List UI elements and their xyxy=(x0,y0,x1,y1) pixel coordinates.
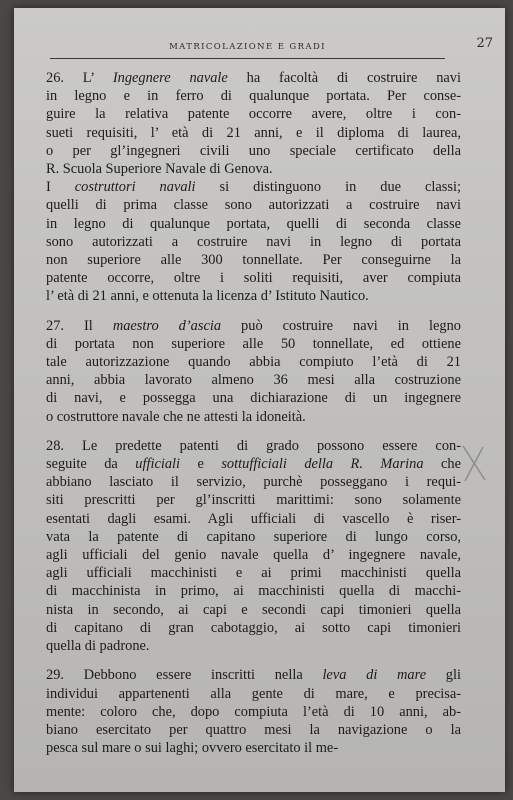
paragraph xyxy=(46,666,461,757)
text-segment: ha facoltà di costruire navi xyxy=(227,70,461,86)
text-line xyxy=(46,739,461,757)
text-line xyxy=(46,196,461,214)
text-line xyxy=(46,703,461,721)
text-segment: 29. Debbono essere inscritti nella xyxy=(46,667,323,684)
text-segment: nista in secondo, ai capi e secondi capi timonieri quella xyxy=(46,601,461,618)
paragraph-gap xyxy=(46,655,461,666)
text-segment: quelli di prima classe sono autorizzati a costruire navi xyxy=(46,197,461,214)
text-line xyxy=(46,408,461,426)
text-line xyxy=(46,455,461,473)
text-line xyxy=(46,389,461,407)
text-segment: sono autorizzati a costruire navi in legno di portata xyxy=(46,233,461,250)
text-segment: 28. Le predette patenti di grado possono essere con- xyxy=(46,437,461,454)
text-segment: pesca sul mare o sui laghi; ovvero esercitato il me- xyxy=(46,740,339,757)
text-line xyxy=(46,105,461,123)
text-line xyxy=(46,124,461,142)
text-line xyxy=(46,317,461,335)
text-segment: di capitano di gran cabotaggio, ai sotto capi timonieri xyxy=(46,619,461,636)
text-segment: di navi, e possegga una dichiarazione di un ingegnere xyxy=(46,390,461,407)
italic-term: leva di mare xyxy=(322,667,427,684)
text-segment: siti prescritti per gl’inscritti marittimi: sono solamente xyxy=(46,492,461,509)
text-line xyxy=(46,437,461,455)
paragraph xyxy=(46,178,461,305)
text-segment: in legno e in ferro di qualunque portata. Per conse- xyxy=(46,88,461,105)
italic-term: maestro d’ascia xyxy=(112,317,222,334)
paragraph-gap xyxy=(46,426,461,437)
pencil-mark-icon xyxy=(459,444,489,484)
text-line xyxy=(46,721,461,739)
text-line xyxy=(46,666,461,684)
text-line xyxy=(46,287,461,305)
italic-term: ufficiali xyxy=(135,456,181,473)
text-line xyxy=(46,233,461,251)
text-segment: tale autorizzazione quando abbia compiuto l’età di 21 xyxy=(46,354,461,371)
text-segment: mente: coloro che, dopo compiuta l’età di 10 anni, ab- xyxy=(46,703,461,720)
text-segment: l’ età di 21 anni, e ottenuta la licenza d’ Istituto Nautico. xyxy=(46,288,369,305)
text-line xyxy=(46,269,461,287)
text-segment: seguite da xyxy=(46,456,136,473)
book-page xyxy=(14,8,505,792)
text-line xyxy=(46,160,461,178)
text-segment: 27. Il xyxy=(46,317,113,334)
italic-term: costruttori navali xyxy=(74,179,196,196)
text-segment: e xyxy=(180,456,222,473)
text-line xyxy=(46,335,461,353)
text-segment: abbiano lasciato il servizio, purchè posseggano i requi- xyxy=(46,474,461,491)
text-segment: I xyxy=(46,179,75,196)
text-segment: quella di padrone. xyxy=(46,638,150,655)
text-segment: biano esercitato per quattro mesi la navigazione o la xyxy=(46,721,461,738)
text-segment: individui appartenenti alla gente di mare, e precisa- xyxy=(46,685,461,702)
text-segment: non superiore alle 300 tonnellate. Per conseguirne la xyxy=(46,252,461,269)
text-line xyxy=(46,178,461,196)
italic-term: Ingegnere navale xyxy=(112,70,228,86)
text-line xyxy=(46,685,461,703)
text-line xyxy=(46,564,461,582)
text-line xyxy=(46,546,461,564)
text-line xyxy=(46,582,461,600)
text-segment: 26. L’ xyxy=(46,70,113,86)
text-segment: guire la relativa patente occorre avere, oltre i con- xyxy=(46,106,461,123)
text-segment: può costruire navi in legno xyxy=(221,317,461,334)
text-line xyxy=(46,491,461,509)
text-line xyxy=(46,215,461,233)
paragraph-gap xyxy=(46,306,461,317)
text-line xyxy=(46,510,461,528)
text-segment: di macchinista in primo, ai macchinisti quella di macchi- xyxy=(46,583,461,600)
text-line xyxy=(46,142,461,160)
text-line xyxy=(46,87,461,105)
text-line xyxy=(46,473,461,491)
text-segment: gli xyxy=(426,667,461,684)
text-segment: in legno di qualunque portata, quelli di seconda classe xyxy=(46,215,461,232)
text-segment: o per gl’ingegneri civili uno speciale certificato della xyxy=(46,142,461,159)
text-segment: vata la patente di capitano superiore di lungo corso, xyxy=(46,528,461,545)
running-title: MATRICOLAZIONE E GRADI xyxy=(169,42,326,52)
page-number: 27 xyxy=(476,36,493,51)
text-line xyxy=(46,371,461,389)
text-segment: R. Scuola Superiore Navale di Genova. xyxy=(46,161,273,178)
text-line xyxy=(46,619,461,637)
text-segment: sueti requisiti, l’ età di 21 anni, e il diploma di laurea, xyxy=(46,124,461,141)
text-segment: agli ufficiali del genio navale quella d’ ingegnere navale, xyxy=(46,547,461,564)
italic-term: sottufficiali della R. Marina xyxy=(221,456,424,473)
paragraph xyxy=(46,317,461,426)
page-body-text xyxy=(46,69,461,757)
text-segment: patente occorre, oltre i soliti requisiti, aver compiuta xyxy=(46,270,461,287)
text-segment: di portata non superiore alle 50 tonnellate, ed ottiene xyxy=(46,335,461,352)
text-segment: si distinguono in due classi; xyxy=(195,179,461,196)
text-line xyxy=(46,353,461,371)
text-line xyxy=(46,251,461,269)
text-segment: agli ufficiali macchinisti e ai primi macchinisti quella xyxy=(46,565,461,582)
text-segment: o costruttore navale che ne attesti la idoneità. xyxy=(46,408,306,425)
paragraph xyxy=(46,437,461,655)
text-line xyxy=(46,637,461,655)
page-header xyxy=(50,36,493,59)
paragraph xyxy=(46,69,461,178)
text-line xyxy=(46,69,461,87)
text-segment: esentati dagli esami. Agli ufficiali di vascello è riser- xyxy=(46,510,461,527)
text-segment: anni, abbia lavorato almeno 36 mesi alla costruzione xyxy=(46,372,461,389)
text-line xyxy=(46,528,461,546)
text-segment: che xyxy=(423,456,461,473)
text-line xyxy=(46,601,461,619)
